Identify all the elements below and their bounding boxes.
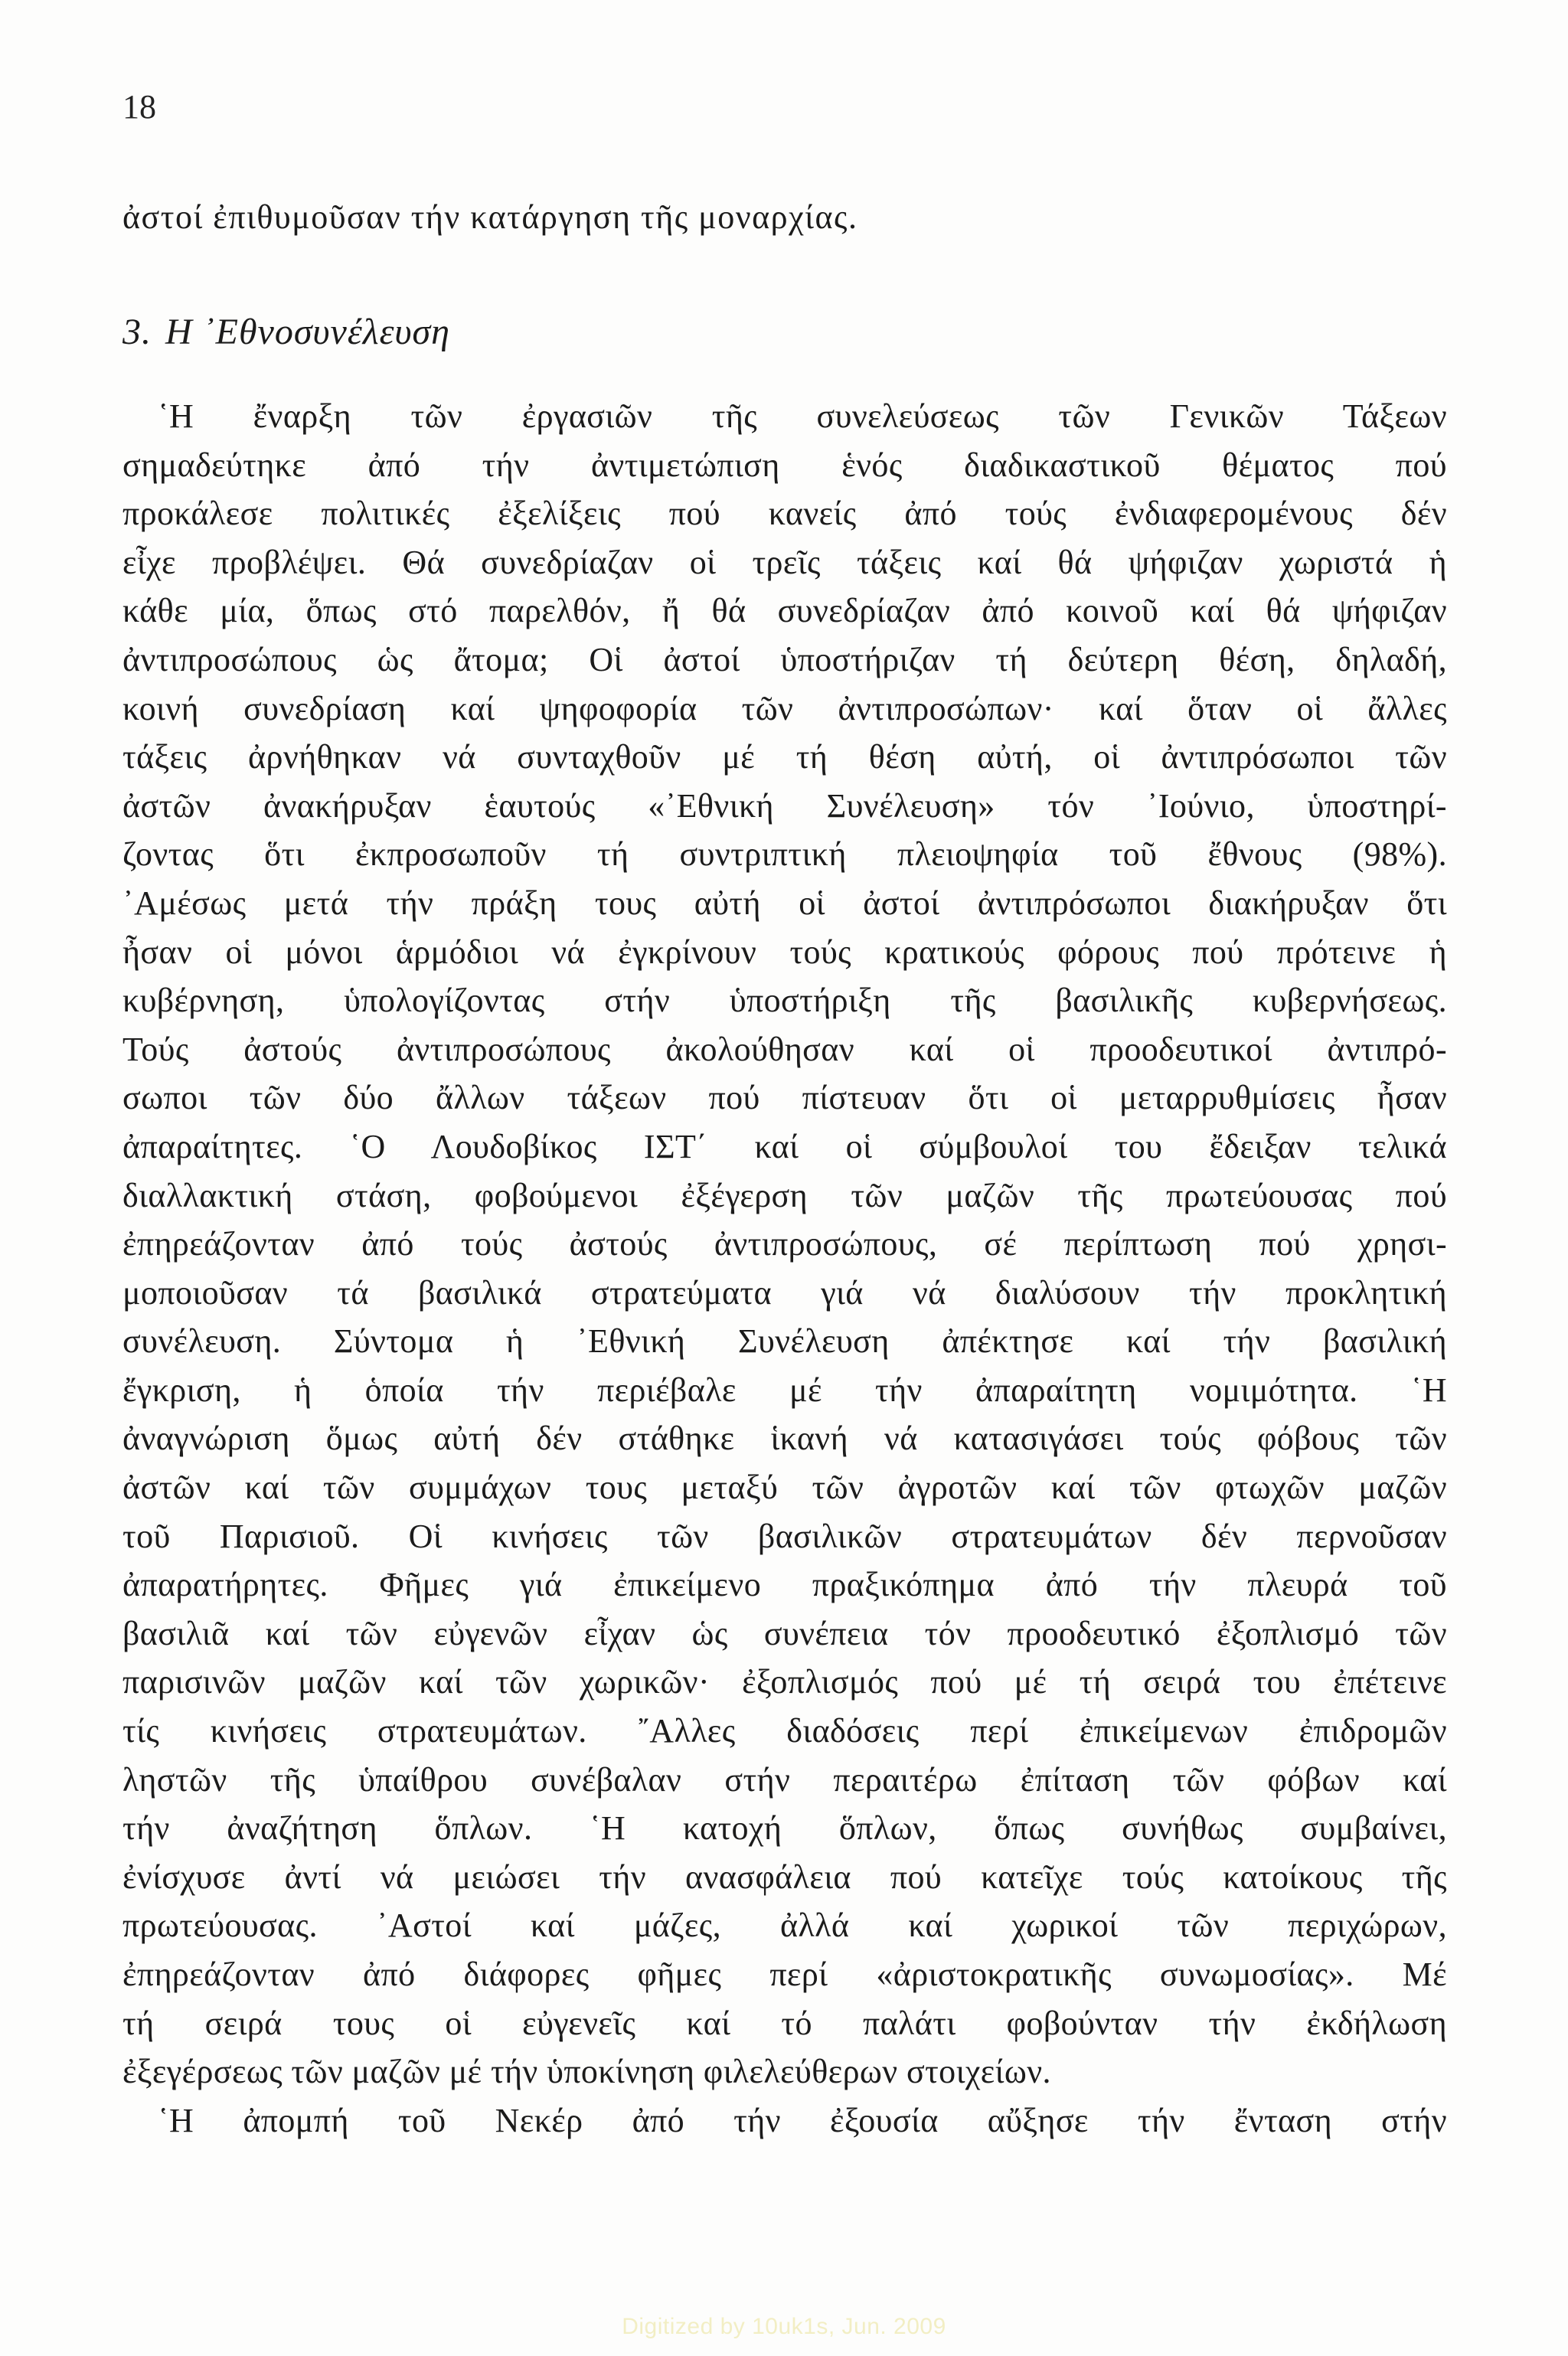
body-text [122,392,1447,2145]
digitization-watermark: Digitized by 10uk1s, Jun. 2009 [622,2314,946,2339]
text-line: τήν ἀναζήτηση ὅπλων. ῾Η κατοχή ὅπλων, ὅπως συνήθως συμβαίνει, [122,1809,1447,1848]
text-line: κυβέρνηση, ὑπολογίζοντας στήν ὑποστήριξη τῆς βασιλικῆς κυβερνήσεως. [122,982,1447,1020]
carry-over-line: ἀστοί ἐπιθυμοῦσαν τήν κατάργηση τῆς μοναρχίας. [122,198,858,236]
text-line: ἀναγνώριση ὅμως αὐτή δέν στάθηκε ἱκανή νά κατασιγάσει τούς φόβους τῶν [122,1420,1447,1458]
text-line: ἀστῶν ἀνακήρυξαν ἑαυτούς «᾿Εθνική Συνέλευση» τόν ᾿Ιούνιο, ὑποστηρί- [122,786,1447,825]
text-line: κάθε μία, ὅπως στό παρελθόν, ἤ θά συνεδρίαζαν ἀπό κοινοῦ καί θά ψήφιζαν [122,592,1447,630]
text-line: εἶχε προβλέψει. Θά συνεδρίαζαν οἱ τρεῖς τάξεις καί θά ψήφιζαν χωριστά ἡ [122,543,1447,581]
text-line: ἐπηρεάζονταν ἀπό διάφορες φῆμες περί «ἀριστοκρατικῆς συνωμοσίας». Μέ [122,1956,1447,1993]
text-line: ἀπαραίτητες. ῾Ο Λουδοβίκος ΙΣΤ΄ καί οἱ σύμβουλοί του ἔδειξαν τελικά [122,1127,1447,1165]
text-line: ἦσαν οἱ μόνοι ἁρμόδιοι νά ἐγκρίνουν τούς κρατικούς φόρους πού πρότεινε ἡ [122,933,1447,971]
section-title: Η ᾿Εθνοσυνέλευση [165,312,450,352]
text-line: τίς κινήσεις στρατευμάτων. ῎Αλλες διαδόσεις περί ἐπικείμενων ἐπιδρομῶν [122,1712,1447,1750]
section-heading [122,314,450,351]
text-line: συνέλευση. Σύντομα ἡ ᾿Εθνική Συνέλευση ἀπέκτησε καί τήν βασιλική [122,1322,1447,1361]
text-line: ἀντιπροσώπους ὡς ἄτομα; Οἱ ἀστοί ὑποστήριζαν τή δεύτερη θέση, δηλαδή, [122,640,1447,678]
text-line: τάξεις ἀρνήθηκαν νά συνταχθοῦν μέ τή θέση αὐτή, οἱ ἀντιπρόσωποι τῶν [122,738,1447,776]
text-line: βασιλιᾶ καί τῶν εὐγενῶν εἶχαν ὡς συνέπεια τόν προοδευτικό ἐξοπλισμό τῶν [122,1614,1447,1652]
text-line: Τούς ἀστούς ἀντιπροσώπους ἀκολούθησαν καί οἱ προοδευτικοί ἀντιπρό- [122,1030,1447,1068]
text-line: ἐνίσχυσε ἀντί νά μειώσει τήν ανασφάλεια πού κατεῖχε τούς κατοίκους τῆς [122,1858,1447,1896]
text-line: διαλλακτική στάση, φοβούμενοι ἐξέγερση τῶν μαζῶν τῆς πρωτεύουσας πού [122,1176,1447,1214]
text-line: προκάλεσε πολιτικές ἐξελίξεις πού κανείς ἀπό τούς ἐνδιαφερομένους δέν [122,495,1447,533]
text-line: ῾Η ἔναρξη τῶν ἐργασιῶν τῆς συνελεύσεως τῶν Γενικῶν Τάξεων [158,397,1447,435]
text-line: μοποιοῦσαν τά βασιλικά στρατεύματα γιά νά διαλύσουν τήν προκλητική [122,1273,1447,1312]
text-line: τοῦ Παρισιοῦ. Οἱ κινήσεις τῶν βασιλικῶν στρατευμάτων δέν περνοῦσαν [122,1517,1447,1555]
text-line: κοινή συνεδρίαση καί ψηφοφορία τῶν ἀντιπροσώπων· καί ὅταν οἱ ἄλλες [122,689,1447,727]
page-number: 18 [122,88,156,126]
section-number: 3. [122,312,152,352]
text-line: τή σειρά τους οἱ εὐγενεῖς καί τό παλάτι φοβούνταν τήν ἐκδήλωση [122,2004,1447,2042]
text-line: παρισινῶν μαζῶν καί τῶν χωρικῶν· ἐξοπλισμός πού μέ τή σειρά του ἐπέτεινε [122,1663,1447,1701]
paragraph [122,392,1447,2096]
text-line: ἐπηρεάζονταν ἀπό τούς ἀστούς ἀντιπροσώπους, σέ περίπτωση πού χρησι- [122,1225,1447,1263]
text-line: σημαδεύτηκε ἀπό τήν ἀντιμετώπιση ἑνός διαδικαστικοῦ θέματος πού [122,446,1447,484]
text-line: ᾿Αμέσως μετά τήν πράξη τους αὐτή οἱ ἀστοί ἀντιπρόσωποι διακήρυξαν ὅτι [122,884,1447,922]
text-line: ἀστῶν καί τῶν συμμάχων τους μεταξύ τῶν ἀγροτῶν καί τῶν φτωχῶν μαζῶν [122,1469,1447,1507]
text-line: σωποι τῶν δύο ἄλλων τάξεων πού πίστευαν ὅτι οἱ μεταρρυθμίσεις ἦσαν [122,1079,1447,1117]
text-line: ἔγκριση, ἡ ὁποία τήν περιέβαλε μέ τήν ἀπαραίτητη νομιμότητα. ῾Η [122,1371,1447,1409]
text-line: πρωτεύουσας. ᾿Αστοί καί μάζες, ἀλλά καί χωρικοί τῶν περιχώρων, [122,1907,1447,1945]
text-line: ληστῶν τῆς ὑπαίθρου συνέβαλαν στήν περαιτέρω ἐπίταση τῶν φόβων καί [122,1760,1447,1799]
text-line: ζοντας ὅτι ἐκπροσωποῦν τή συντριπτική πλειοψηφία τοῦ ἔθνους (98%). [122,835,1447,874]
text-line: ἐξεγέρσεως τῶν μαζῶν μέ τήν ὑποκίνηση φιλελεύθερων στοιχείων. [122,2053,1051,2091]
text-line: ἀπαρατήρητες. Φῆμες γιά ἐπικείμενο πραξικόπημα ἀπό τήν πλευρά τοῦ [122,1566,1447,1604]
paragraph [122,2096,1447,2145]
text-line: ῾Η ἀπομπή τοῦ Νεκέρ ἀπό τήν ἐξουσία αὔξησε τήν ἔνταση στήν [158,2101,1447,2139]
